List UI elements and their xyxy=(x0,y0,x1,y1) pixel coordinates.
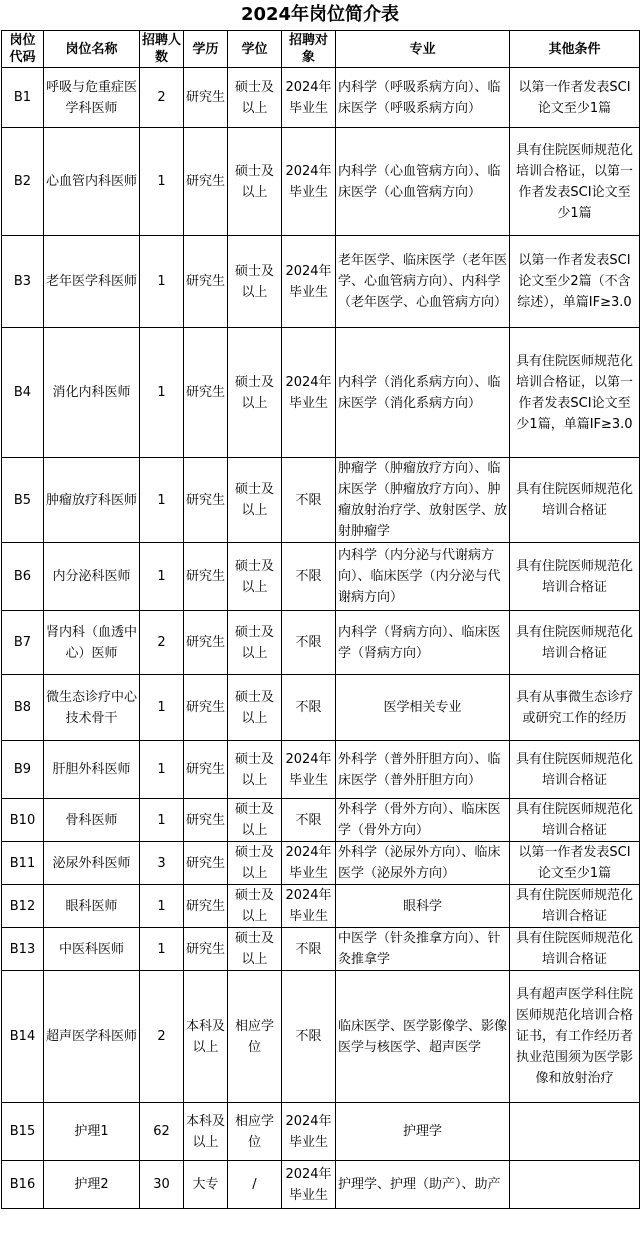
cell-name: 眼科医师 xyxy=(44,885,140,928)
cell-code: B16 xyxy=(2,1161,44,1209)
cell-target: 2024年毕业生 xyxy=(282,1161,336,1209)
cell-degree: 硕士及以上 xyxy=(228,842,282,885)
cell-degree: 硕士及以上 xyxy=(228,128,282,236)
cell-major: 护理学、护理（助产）、助产 xyxy=(336,1161,510,1209)
cell-major: 临床医学、医学影像学、影像医学与核医学、超声医学 xyxy=(336,971,510,1103)
cell-other: 具有住院医师规范化培训合格证 xyxy=(510,799,640,842)
cell-other: 以第一作者发表SCI论文至少1篇 xyxy=(510,842,640,885)
table-row xyxy=(2,128,640,236)
cell-other: 具有住院医师规范化培训合格证，以第一作者发表SCI论文至少1篇 xyxy=(510,128,640,236)
cell-count: 1 xyxy=(140,458,184,543)
table-row xyxy=(2,842,640,885)
cell-count: 2 xyxy=(140,971,184,1103)
cell-major: 内科学（心血管病方向）、临床医学（心血管病方向） xyxy=(336,128,510,236)
cell-major: 眼科学 xyxy=(336,885,510,928)
table-row xyxy=(2,68,640,128)
cell-name: 肝胆外科医师 xyxy=(44,741,140,799)
cell-major: 肿瘤学（肿瘤放疗方向）、临床医学（肿瘤放疗方向）、肿瘤放射治疗学、放射医学、放射肿瘤学 xyxy=(336,458,510,543)
cell-edu: 本科及以上 xyxy=(184,971,228,1103)
cell-code: B4 xyxy=(2,328,44,458)
cell-edu: 研究生 xyxy=(184,236,228,328)
cell-degree: 相应学位 xyxy=(228,971,282,1103)
cell-edu: 研究生 xyxy=(184,328,228,458)
cell-major: 外科学（普外肝胆方向）、临床医学（普外肝胆方向） xyxy=(336,741,510,799)
cell-edu: 大专 xyxy=(184,1161,228,1209)
cell-major: 内科学（呼吸系病方向）、临床医学（呼吸系病方向） xyxy=(336,68,510,128)
cell-edu: 研究生 xyxy=(184,741,228,799)
cell-count: 1 xyxy=(140,741,184,799)
cell-target: 2024年毕业生 xyxy=(282,842,336,885)
table-row xyxy=(2,885,640,928)
cell-code: B12 xyxy=(2,885,44,928)
cell-degree: 相应学位 xyxy=(228,1103,282,1161)
table-row xyxy=(2,1103,640,1161)
cell-count: 3 xyxy=(140,842,184,885)
cell-count: 1 xyxy=(140,885,184,928)
table-row xyxy=(2,543,640,611)
cell-other: 具有住院医师规范化培训合格证，以第一作者发表SCI论文至少1篇，单篇IF≥3.0 xyxy=(510,328,640,458)
cell-code: B2 xyxy=(2,128,44,236)
cell-edu: 研究生 xyxy=(184,543,228,611)
cell-degree: 硕士及以上 xyxy=(228,741,282,799)
cell-target: 2024年毕业生 xyxy=(282,1103,336,1161)
cell-code: B15 xyxy=(2,1103,44,1161)
cell-major: 中医学（针灸推拿方向）、针灸推拿学 xyxy=(336,928,510,971)
cell-count: 1 xyxy=(140,328,184,458)
header-degree: 学位 xyxy=(228,31,282,68)
cell-code: B3 xyxy=(2,236,44,328)
cell-other: 具有超声医学科住院医师规范化培训合格证书，有工作经历者执业范围须为医学影像和放射治疗 xyxy=(510,971,640,1103)
cell-target: 2024年毕业生 xyxy=(282,885,336,928)
cell-degree: 硕士及以上 xyxy=(228,885,282,928)
cell-name: 骨科医师 xyxy=(44,799,140,842)
cell-count: 2 xyxy=(140,68,184,128)
cell-name: 消化内科医师 xyxy=(44,328,140,458)
header-target: 招聘对象 xyxy=(282,31,336,68)
cell-degree: / xyxy=(228,1161,282,1209)
cell-code: B1 xyxy=(2,68,44,128)
cell-degree: 硕士及以上 xyxy=(228,236,282,328)
cell-name: 心血管内科医师 xyxy=(44,128,140,236)
cell-major: 外科学（骨外方向）、临床医学（骨外方向） xyxy=(336,799,510,842)
cell-major: 医学相关专业 xyxy=(336,675,510,741)
cell-target: 2024年毕业生 xyxy=(282,128,336,236)
cell-edu: 研究生 xyxy=(184,458,228,543)
cell-major: 护理学 xyxy=(336,1103,510,1161)
cell-major: 外科学（泌尿外方向）、临床医学（泌尿外方向） xyxy=(336,842,510,885)
cell-target: 不限 xyxy=(282,675,336,741)
table-row xyxy=(2,236,640,328)
cell-name: 微生态诊疗中心技术骨干 xyxy=(44,675,140,741)
cell-code: B10 xyxy=(2,799,44,842)
table-row xyxy=(2,458,640,543)
cell-degree: 硕士及以上 xyxy=(228,799,282,842)
cell-degree: 硕士及以上 xyxy=(228,675,282,741)
table-row xyxy=(2,971,640,1103)
cell-name: 呼吸与危重症医学科医师 xyxy=(44,68,140,128)
cell-degree: 硕士及以上 xyxy=(228,68,282,128)
table-row xyxy=(2,611,640,675)
cell-name: 肾内科（血透中心）医师 xyxy=(44,611,140,675)
cell-name: 老年医学科医师 xyxy=(44,236,140,328)
cell-edu: 研究生 xyxy=(184,928,228,971)
cell-code: B14 xyxy=(2,971,44,1103)
table-row xyxy=(2,1161,640,1209)
cell-edu: 研究生 xyxy=(184,799,228,842)
cell-name: 中医科医师 xyxy=(44,928,140,971)
cell-degree: 硕士及以上 xyxy=(228,543,282,611)
cell-other xyxy=(510,1161,640,1209)
cell-major: 内科学（消化系病方向）、临床医学（消化系病方向） xyxy=(336,328,510,458)
cell-edu: 研究生 xyxy=(184,885,228,928)
cell-edu: 研究生 xyxy=(184,675,228,741)
cell-degree: 硕士及以上 xyxy=(228,458,282,543)
cell-target: 2024年毕业生 xyxy=(282,741,336,799)
cell-other: 以第一作者发表SCI论文至少1篇 xyxy=(510,68,640,128)
cell-edu: 本科及以上 xyxy=(184,1103,228,1161)
cell-edu: 研究生 xyxy=(184,611,228,675)
cell-other xyxy=(510,1103,640,1161)
cell-other: 以第一作者发表SCI论文至少2篇（不含综述），单篇IF≥3.0 xyxy=(510,236,640,328)
header-row xyxy=(2,31,640,68)
cell-major: 内科学（肾病方向）、临床医学（肾病方向） xyxy=(336,611,510,675)
cell-code: B11 xyxy=(2,842,44,885)
cell-name: 护理1 xyxy=(44,1103,140,1161)
table-row xyxy=(2,741,640,799)
cell-target: 不限 xyxy=(282,928,336,971)
table-row xyxy=(2,675,640,741)
cell-other: 具有住院医师规范化培训合格证 xyxy=(510,741,640,799)
cell-degree: 硕士及以上 xyxy=(228,611,282,675)
cell-count: 2 xyxy=(140,611,184,675)
cell-name: 护理2 xyxy=(44,1161,140,1209)
header-major: 专业 xyxy=(336,31,510,68)
header-edu: 学历 xyxy=(184,31,228,68)
cell-count: 1 xyxy=(140,543,184,611)
cell-code: B5 xyxy=(2,458,44,543)
cell-major: 内科学（内分泌与代谢病方向）、临床医学（内分泌与代谢病方向） xyxy=(336,543,510,611)
cell-target: 不限 xyxy=(282,458,336,543)
cell-code: B9 xyxy=(2,741,44,799)
page-title: 2024年岗位简介表 xyxy=(240,4,400,25)
cell-count: 1 xyxy=(140,799,184,842)
cell-other: 具有住院医师规范化培训合格证 xyxy=(510,543,640,611)
cell-other: 具有住院医师规范化培训合格证 xyxy=(510,928,640,971)
cell-count: 1 xyxy=(140,928,184,971)
cell-name: 泌尿外科医师 xyxy=(44,842,140,885)
cell-target: 不限 xyxy=(282,799,336,842)
cell-degree: 硕士及以上 xyxy=(228,328,282,458)
table-row xyxy=(2,928,640,971)
header-name: 岗位名称 xyxy=(44,31,140,68)
cell-name: 内分泌科医师 xyxy=(44,543,140,611)
cell-edu: 研究生 xyxy=(184,128,228,236)
positions-table xyxy=(1,30,640,1209)
cell-code: B13 xyxy=(2,928,44,971)
cell-count: 1 xyxy=(140,236,184,328)
cell-target: 2024年毕业生 xyxy=(282,236,336,328)
cell-target: 2024年毕业生 xyxy=(282,68,336,128)
cell-target: 不限 xyxy=(282,543,336,611)
cell-target: 不限 xyxy=(282,971,336,1103)
cell-count: 1 xyxy=(140,128,184,236)
cell-count: 30 xyxy=(140,1161,184,1209)
cell-edu: 研究生 xyxy=(184,68,228,128)
table-row xyxy=(2,799,640,842)
header-other: 其他条件 xyxy=(510,31,640,68)
cell-count: 62 xyxy=(140,1103,184,1161)
table-row xyxy=(2,328,640,458)
header-code: 岗位代码 xyxy=(2,31,44,68)
cell-code: B6 xyxy=(2,543,44,611)
cell-target: 不限 xyxy=(282,611,336,675)
cell-name: 超声医学科医师 xyxy=(44,971,140,1103)
cell-other: 具有住院医师规范化培训合格证 xyxy=(510,885,640,928)
cell-other: 具有住院医师规范化培训合格证 xyxy=(510,611,640,675)
cell-name: 肿瘤放疗科医师 xyxy=(44,458,140,543)
cell-edu: 研究生 xyxy=(184,842,228,885)
cell-code: B8 xyxy=(2,675,44,741)
header-count: 招聘人数 xyxy=(140,31,184,68)
cell-degree: 硕士及以上 xyxy=(228,928,282,971)
cell-other: 具有从事微生态诊疗或研究工作的经历 xyxy=(510,675,640,741)
cell-code: B7 xyxy=(2,611,44,675)
cell-count: 1 xyxy=(140,675,184,741)
cell-target: 2024年毕业生 xyxy=(282,328,336,458)
cell-major: 老年医学、临床医学（老年医学、心血管病方向）、内科学（老年医学、心血管病方向） xyxy=(336,236,510,328)
cell-other: 具有住院医师规范化培训合格证 xyxy=(510,458,640,543)
